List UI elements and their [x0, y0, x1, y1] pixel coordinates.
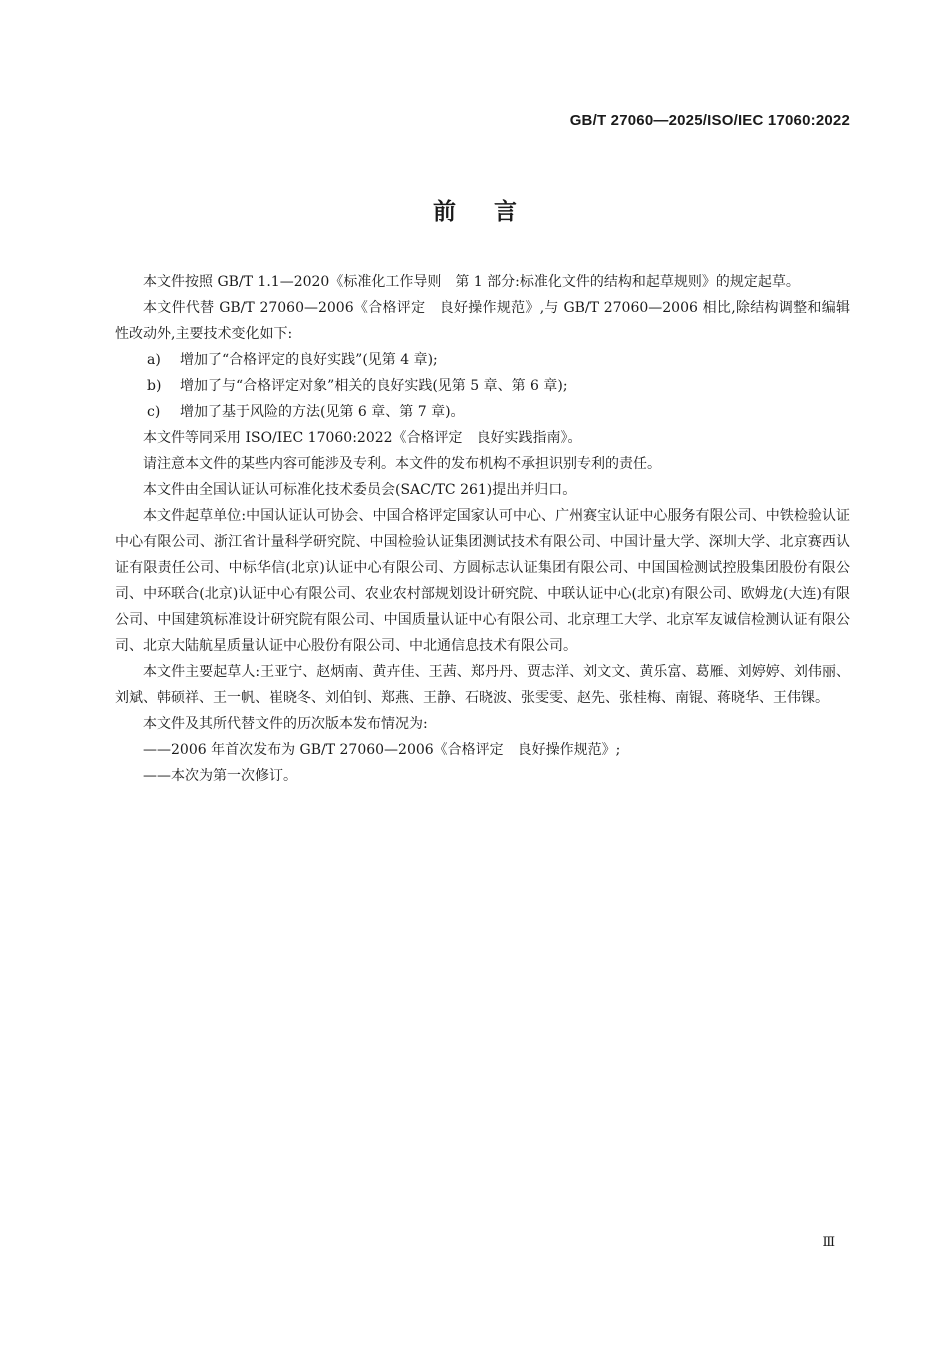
change-item-a [115, 347, 850, 373]
replacement-paragraph: 本文件代替 GB/T 27060—2006《合格评定 良好操作规范》,与 GB/T 27060—2006 相比,除结构调整和编辑性改动外,主要技术变化如下: [115, 300, 850, 342]
page-title: 前言 [433, 199, 555, 225]
change-item-text: 增加了与“合格评定对象”相关的良好实践(见第 5 章、第 6 章); [180, 378, 568, 394]
drafting-units-paragraph: 本文件起草单位:中国认证认可协会、中国合格评定国家认可中心、广州赛宝认证中心服务有限公司、中铁检验认证中心有限公司、浙江省计量科学研究院、中国检验认证集团测试技术有限公司、中国计量大学、深圳大学、北京赛西认证有限责任公司、中标华信(北京)认证中心有限公司、方圆标志认证集团有限公司、中国国检测试控股集团股份有限公司、中环联合(北京)认证中心有限公司、农业农村部规划设计研究院、中联认证中心(北京)有限公司、欧姆龙(大连)有限公司、中国建筑标准设计研究院有限公司、中国质量认证中心有限公司、北京理工大学、北京军友诚信检测认证有限公司、北京大陆航星质量认证中心股份有限公司、中北通信息技术有限公司。 [115, 508, 850, 654]
change-item-text: 增加了“合格评定的良好实践”(见第 4 章); [180, 352, 438, 368]
foreword-body [115, 269, 850, 789]
change-item-marker: a) [147, 352, 161, 368]
drafters-paragraph: 本文件主要起草人:王亚宁、赵炳南、黄卉佳、王茜、郑丹丹、贾志洋、刘文文、黄乐富、葛雁、刘婷婷、刘伟丽、刘斌、韩硕祥、王一帆、崔晓冬、刘伯钊、郑燕、王静、石晓波、张雯雯、赵先、张桂梅、南锟、蒋晓华、王伟锞。 [115, 664, 850, 706]
page-number: Ⅲ [822, 1235, 835, 1250]
history-item-2006: ——2006 年首次发布为 GB/T 27060—2006《合格评定 良好操作规范》; [143, 742, 621, 758]
drafting-rules-paragraph: 本文件按照 GB/T 1.1—2020《标准化工作导则 第 1 部分:标准化文件的结构和起草规则》的规定起草。 [143, 274, 800, 290]
change-item-c [115, 399, 850, 425]
change-item-marker: c) [147, 404, 161, 420]
change-item-text: 增加了基于风险的方法(见第 6 章、第 7 章)。 [180, 404, 465, 420]
history-intro-paragraph: 本文件及其所代替文件的历次版本发布情况为: [143, 716, 428, 732]
history-item-current: ——本次为第一次修订。 [143, 768, 297, 784]
patent-notice-paragraph: 请注意本文件的某些内容可能涉及专利。本文件的发布机构不承担识别专利的责任。 [143, 456, 661, 472]
change-item-b [115, 373, 850, 399]
committee-paragraph: 本文件由全国认证认可标准化技术委员会(SAC/TC 261)提出并归口。 [143, 482, 577, 498]
standard-number-header: GB/T 27060—2025/ISO/IEC 17060:2022 [569, 112, 850, 129]
change-item-marker: b) [147, 378, 162, 394]
adoption-paragraph: 本文件等同采用 ISO/IEC 17060:2022《合格评定 良好实践指南》。 [143, 430, 582, 446]
